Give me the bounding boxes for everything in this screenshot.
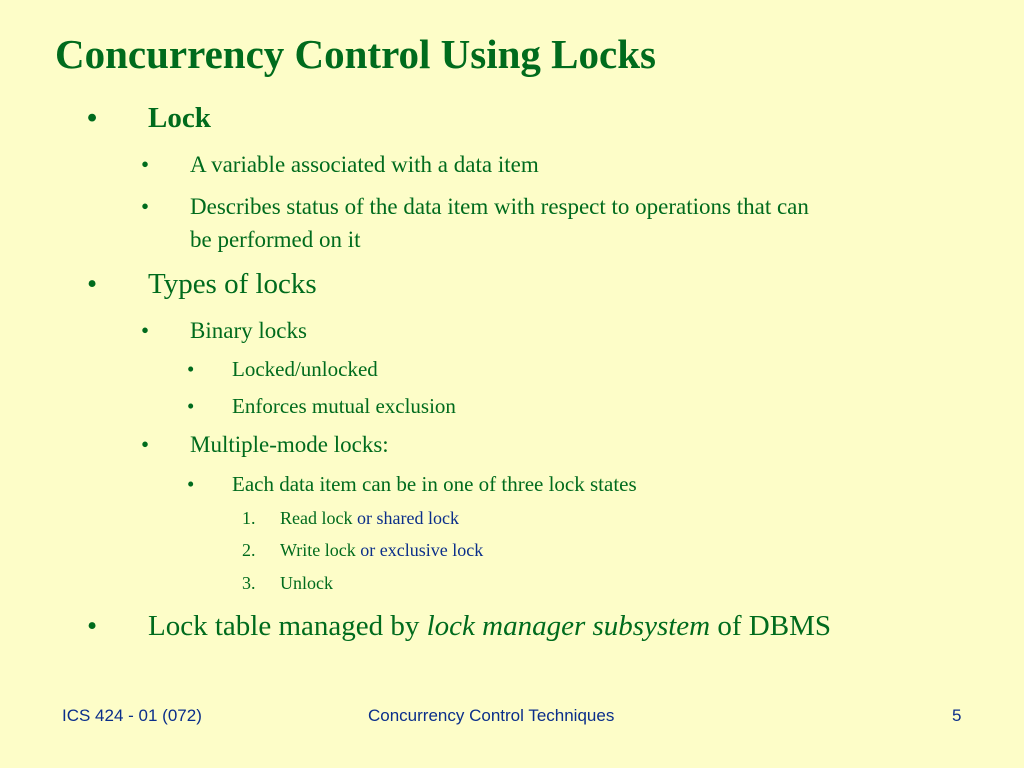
sub-sub-bullet-text: Enforces mutual exclusion [232, 394, 456, 418]
bullet-label-types: Types of locks [148, 268, 317, 300]
bullet-icon: • [141, 194, 150, 219]
bullet-label-lock-table [148, 610, 831, 643]
bullet-icon: • [141, 432, 150, 457]
sub-bullet-text: Multiple-mode locks: [190, 432, 389, 457]
numbered-item-text [280, 573, 333, 594]
sub-bullet-text: Binary locks [190, 318, 307, 343]
footer-course: ICS 424 - 01 (072) [62, 706, 202, 725]
bullet-icon: • [87, 268, 98, 300]
item-number: 2. [242, 540, 256, 560]
lock-table-text-pre: Lock table managed by [148, 610, 427, 642]
item-number: 1. [242, 508, 256, 528]
state-name: Unlock [280, 573, 333, 593]
sub-sub-bullet-text: Each data item can be in one of three lock states [232, 472, 637, 496]
footer-topic: Concurrency Control Techniques [368, 706, 615, 725]
numbered-item-text [280, 540, 483, 561]
lock-table-text-em: lock manager subsystem [426, 610, 711, 642]
bullet-icon: • [187, 472, 195, 496]
bullet-icon: • [141, 152, 150, 177]
state-name: Write lock [280, 540, 356, 560]
numbered-item-text [280, 508, 459, 529]
sub-sub-bullet-text: Locked/unlocked [232, 357, 378, 381]
item-number: 3. [242, 573, 256, 593]
bullet-icon: • [187, 357, 195, 381]
footer-page-number: 5 [952, 706, 962, 725]
sub-bullet-text: Describes status of the data item with respect to operations that can [190, 194, 809, 219]
state-name: Read lock [280, 508, 353, 528]
bullet-icon: • [141, 318, 150, 343]
bullet-icon: • [187, 394, 195, 418]
sub-bullet-text: be performed on it [190, 227, 361, 252]
state-alias: or shared lock [352, 508, 459, 528]
bullet-icon: • [87, 102, 98, 134]
lock-table-text-post: of DBMS [710, 610, 831, 642]
slide-title: Concurrency Control Using Locks [55, 31, 656, 77]
bullet-label-lock: Lock [148, 102, 211, 134]
bullet-icon: • [87, 610, 98, 642]
state-alias: or exclusive lock [355, 540, 484, 560]
sub-bullet-text: A variable associated with a data item [190, 152, 539, 177]
